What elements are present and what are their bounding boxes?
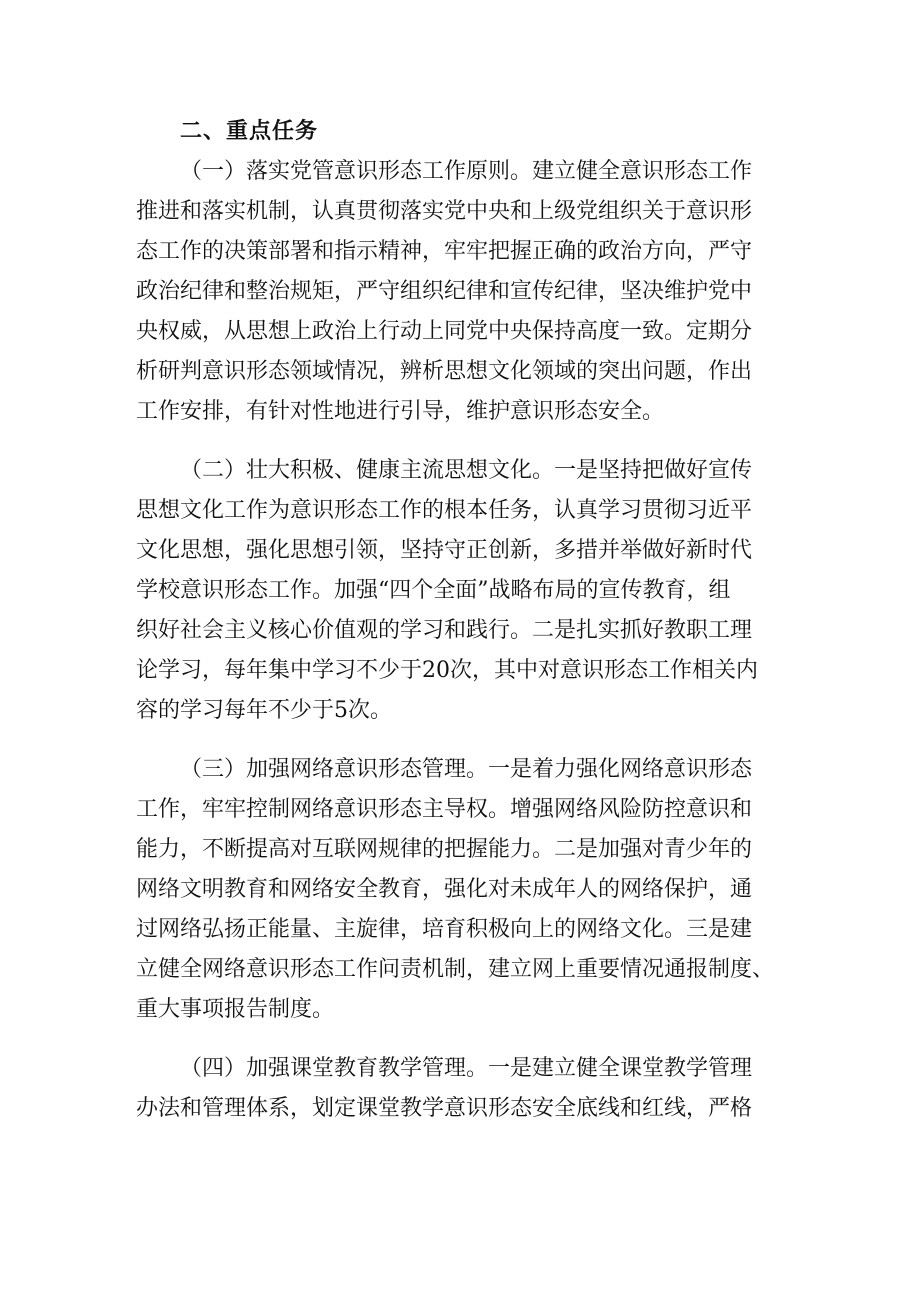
section-heading: 二、重点任务 — [180, 119, 319, 144]
paragraph-line: （四）加强课堂教育教学管理。一是建立健全课堂教学管理 — [180, 1056, 753, 1081]
paragraph-line: （二）壮大积极、健康主流思想文化。一是坚持把做好宣传 — [180, 458, 753, 483]
paragraph-line: 容的学习每年不少于5次。 — [136, 698, 392, 723]
paragraph-line: 工作，牢牢控制网络意识形态主导权。增强网络风险防控意识和 — [136, 797, 753, 822]
paragraph-line: 织好社会主义核心价值观的学习和践行。二是扎实抓好教职工理 — [136, 618, 753, 643]
paragraph-1 — [136, 152, 798, 432]
paragraph-line: 论学习，每年集中学习不少于20次，其中对意识形态工作相关内 — [136, 658, 758, 683]
paragraph-line: 学校意识形态工作。加强“四个全面”战略布局的宣传教育，组 — [136, 578, 731, 603]
paragraph-line: 推进和落实机制，认真贯彻落实党中央和上级党组织关于意识形 — [136, 199, 753, 224]
paragraph-line: 工作安排，有针对性地进行引导，维护意识形态安全。 — [136, 399, 665, 424]
paragraph-line: （一）落实党管意识形态工作原则。建立健全意识形态工作 — [180, 159, 753, 184]
paragraph-line: 析研判意识形态领域情况，辨析思想文化领域的突出问题，作出 — [136, 359, 753, 384]
paragraph-line: 立健全网络意识形态工作问责机制，建立网上重要情况通报制度、 — [136, 957, 775, 982]
paragraph-line: 政治纪律和整治规矩，严守组织纪律和宣传纪律，坚决维护党中 — [136, 279, 753, 304]
paragraph-line: 央权威，从思想上政治上行动上同党中央保持高度一致。定期分 — [136, 319, 753, 344]
paragraph-line: 过网络弘扬正能量、主旋律，培育积极向上的网络文化。三是建 — [136, 917, 753, 942]
paragraph-line: 网络文明教育和网络安全教育，强化对未成年人的网络保护，通 — [136, 877, 753, 902]
paragraph-line: 文化思想，强化思想引领，坚持守正创新，多措并举做好新时代 — [136, 538, 753, 563]
paragraph-line: 重大事项报告制度。 — [136, 997, 335, 1022]
paragraph-4 — [136, 1049, 798, 1129]
paragraph-line: （三）加强网络意识形态管理。一是着力强化网络意识形态 — [180, 757, 753, 782]
paragraph-line: 办法和管理体系，划定课堂教学意识形态安全底线和红线，严格 — [136, 1096, 753, 1121]
paragraph-line: 思想文化工作为意识形态工作的根本任务，认真学习贯彻习近平 — [136, 498, 753, 523]
document-body — [136, 112, 798, 1148]
paragraph-3 — [136, 750, 798, 1030]
paragraph-2 — [136, 451, 798, 731]
paragraph-line: 能力，不断提高对互联网规律的把握能力。二是加强对青少年的 — [136, 837, 753, 862]
paragraph-line: 态工作的决策部署和指示精神，牢牢把握正确的政治方向，严守 — [136, 239, 753, 264]
